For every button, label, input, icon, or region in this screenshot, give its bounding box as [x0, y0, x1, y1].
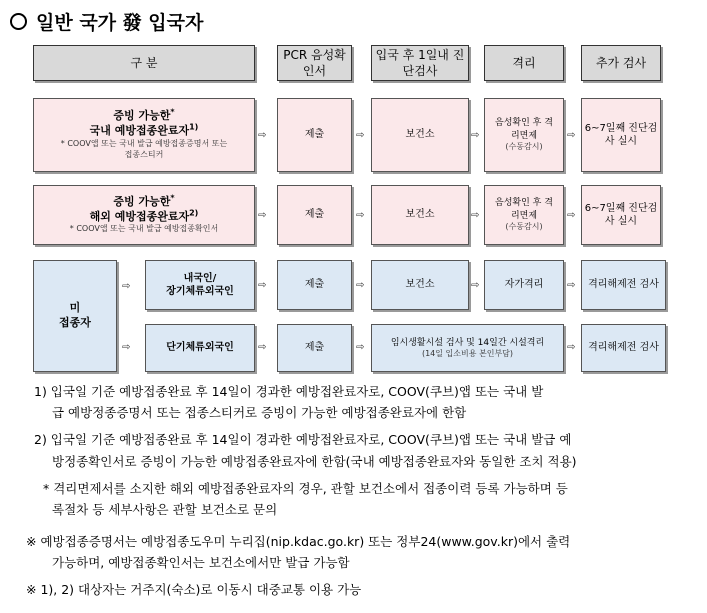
row2-q-line3: (수동감시): [505, 221, 543, 231]
unvax-sub2-pcr-value: 제출: [304, 342, 325, 354]
footnote-1-line2: 급 예방정종증명서 또는 접종스티커로 증빙이 가능한 예방접종완료자에 한함: [52, 405, 467, 420]
row1-quarantine: [484, 98, 564, 172]
arrow-icon: ⇨: [471, 130, 480, 141]
arrow-icon: ⇨: [122, 342, 131, 353]
arrow-icon: ⇨: [567, 280, 576, 291]
unvax-sub2-quarantine: [371, 324, 564, 372]
arrow-icon: ⇨: [356, 342, 365, 353]
row2-line2: 해외 예방접종완료자$^{2)}$: [89, 207, 199, 223]
arrow-icon: ⇨: [122, 281, 131, 292]
arrow-icon: ⇨: [471, 210, 480, 221]
unvax-sub1-category: [145, 260, 255, 310]
unvax-sub2-extra: [581, 324, 666, 372]
footnote-5: ※ 1), 2) 대상자는 거주지(숙소)로 이동시 대중교통 이용 가능: [26, 582, 362, 597]
row1-extra-line2: 사 실시: [604, 136, 638, 147]
unvax-sub2-category: [145, 324, 255, 372]
row1-q-line1: 음성확인 후 격: [495, 118, 553, 129]
row1-extra: [581, 98, 661, 172]
header-test-line1: 입국 후 1일내 진: [375, 47, 465, 62]
arrow-icon: ⇨: [356, 280, 365, 291]
arrow-icon: ⇨: [567, 130, 576, 141]
arrow-icon: ⇨: [258, 342, 267, 353]
unvax-sub1-line1: 내국인/: [183, 272, 217, 284]
unvax-sub2-extra-value: 격리해제전 검사: [588, 342, 659, 354]
row1-category: [33, 98, 255, 172]
row1-q-line2: 리면제: [510, 130, 538, 141]
row1-extra-line1: 6~7일째 진단검: [584, 122, 658, 134]
row2-test-value: 보건소: [405, 209, 435, 221]
unvax-sub1-extra: [581, 260, 666, 310]
arrow-icon: ⇨: [258, 210, 267, 221]
arrow-icon: ⇨: [258, 130, 267, 141]
unvax-sub1-test-value: 보건소: [405, 279, 435, 291]
header-category-label: 구 분: [130, 55, 158, 70]
row1-line2: 국내 예방접종완료자$^{1)}$: [89, 122, 199, 138]
circle-bullet-icon: [10, 13, 27, 30]
header-quarantine-label: 격리: [512, 55, 536, 70]
row1-note-line2: 접종스티커: [124, 149, 164, 159]
header-pcr-line2: 인서: [302, 64, 327, 78]
unvax-sub1-pcr: [277, 260, 352, 310]
row2-test: [371, 185, 469, 245]
title-text: 일반 국가 發 입국자: [36, 12, 204, 34]
header-pcr-line1: PCR 음성확: [283, 47, 346, 62]
unvax-category: [33, 260, 117, 372]
row2-q-line2: 리면제: [510, 210, 538, 221]
unvax-sub2-q-line1: 임시생활시설 검사 및 14일간 시설격리: [390, 337, 545, 348]
unvax-sub1-line2: 장기체류외국인: [166, 286, 234, 297]
header-extra: [581, 45, 661, 81]
footnote-2-line1: 2) 입국일 기준 예방접종완료 후 14일이 경과한 예방접완료자로, COOV(쿠브)앱 또는 국내 발급 예: [34, 432, 572, 447]
unvax-sub1-q-value: 자가격리: [504, 279, 544, 291]
unvax-sub2-pcr: [277, 324, 352, 372]
footnote-4-line1: ※ 예방접종증명서는 예방접종도우미 누리집(nip.kdac.go.kr) 또는 정부24(www.gov.kr)에서 출력: [26, 534, 571, 549]
header-pcr: [277, 45, 352, 81]
row1-note-line1: * COOV앱 또는 국내 발급 예방접종증명서 또는: [60, 139, 228, 149]
unvax-label-line2: 접종자: [59, 316, 91, 329]
row2-quarantine: [484, 185, 564, 245]
row2-note-line1: * COOV앱 또는 국내 발급 예방접종확인서: [69, 224, 219, 234]
footnote-3-line1: * 격리면제서를 소지한 해외 예방접종완료자의 경우, 관할 보건소에서 접종이력 등록 가능하며 등: [43, 481, 568, 496]
arrow-icon: ⇨: [258, 280, 267, 291]
header-quarantine: [484, 45, 564, 81]
row2-extra-line1: 6~7일째 진단검: [584, 202, 658, 214]
row2-q-line1: 음성확인 후 격: [495, 198, 553, 209]
footnote-3-line2: 록절차 등 세부사항은 관할 보건소로 문의: [52, 502, 278, 517]
arrow-icon: ⇨: [471, 280, 480, 291]
unvax-sub1-quarantine: [484, 260, 564, 310]
unvax-sub1-extra-value: 격리해제전 검사: [588, 279, 659, 291]
footnote-1-line1: 1) 입국일 기준 예방접종완료 후 14일이 경과한 예방접완료자로, COOV(쿠브)앱 또는 국내 발: [34, 384, 544, 399]
section-title: [10, 8, 203, 35]
row2-line1: 증빙 가능한*: [113, 193, 175, 208]
unvax-sub1-pcr-value: 제출: [304, 279, 325, 291]
arrow-icon: ⇨: [356, 130, 365, 141]
unvax-sub1-test: [371, 260, 469, 310]
row2-category: [33, 185, 255, 245]
row1-q-line3: (수동감시): [505, 141, 543, 151]
row1-pcr-value: 제출: [304, 129, 325, 141]
row1-line1: 증빙 가능한*: [113, 107, 175, 123]
arrow-icon: ⇨: [567, 342, 576, 353]
header-category: [33, 45, 255, 81]
header-test: [371, 45, 469, 81]
row2-extra-line2: 사 실시: [604, 216, 638, 227]
unvax-sub2-q-line2: (14일 입소비용 본인부담): [421, 348, 514, 358]
unvax-label-line1: 미: [69, 301, 81, 315]
header-test-line2: 단검사: [402, 64, 438, 78]
footnote-4-line2: 가능하며, 예방접종확인서는 보건소에서만 발급 가능함: [52, 555, 350, 570]
row1-pcr: [277, 98, 352, 172]
row2-extra: [581, 185, 661, 245]
header-extra-label: 추가 검사: [595, 55, 647, 70]
row1-test: [371, 98, 469, 172]
arrow-icon: ⇨: [567, 210, 576, 221]
unvax-sub2-label: 단기체류외국인: [166, 342, 234, 354]
row2-pcr-value: 제출: [304, 209, 325, 221]
footnote-2-line2: 방정종확인서로 증빙이 가능한 예방접종완료자에 한함(국내 예방접종완료자와 동일한 조치 적용): [52, 454, 577, 469]
arrow-icon: ⇨: [356, 210, 365, 221]
row2-pcr: [277, 185, 352, 245]
row1-test-value: 보건소: [405, 129, 435, 141]
